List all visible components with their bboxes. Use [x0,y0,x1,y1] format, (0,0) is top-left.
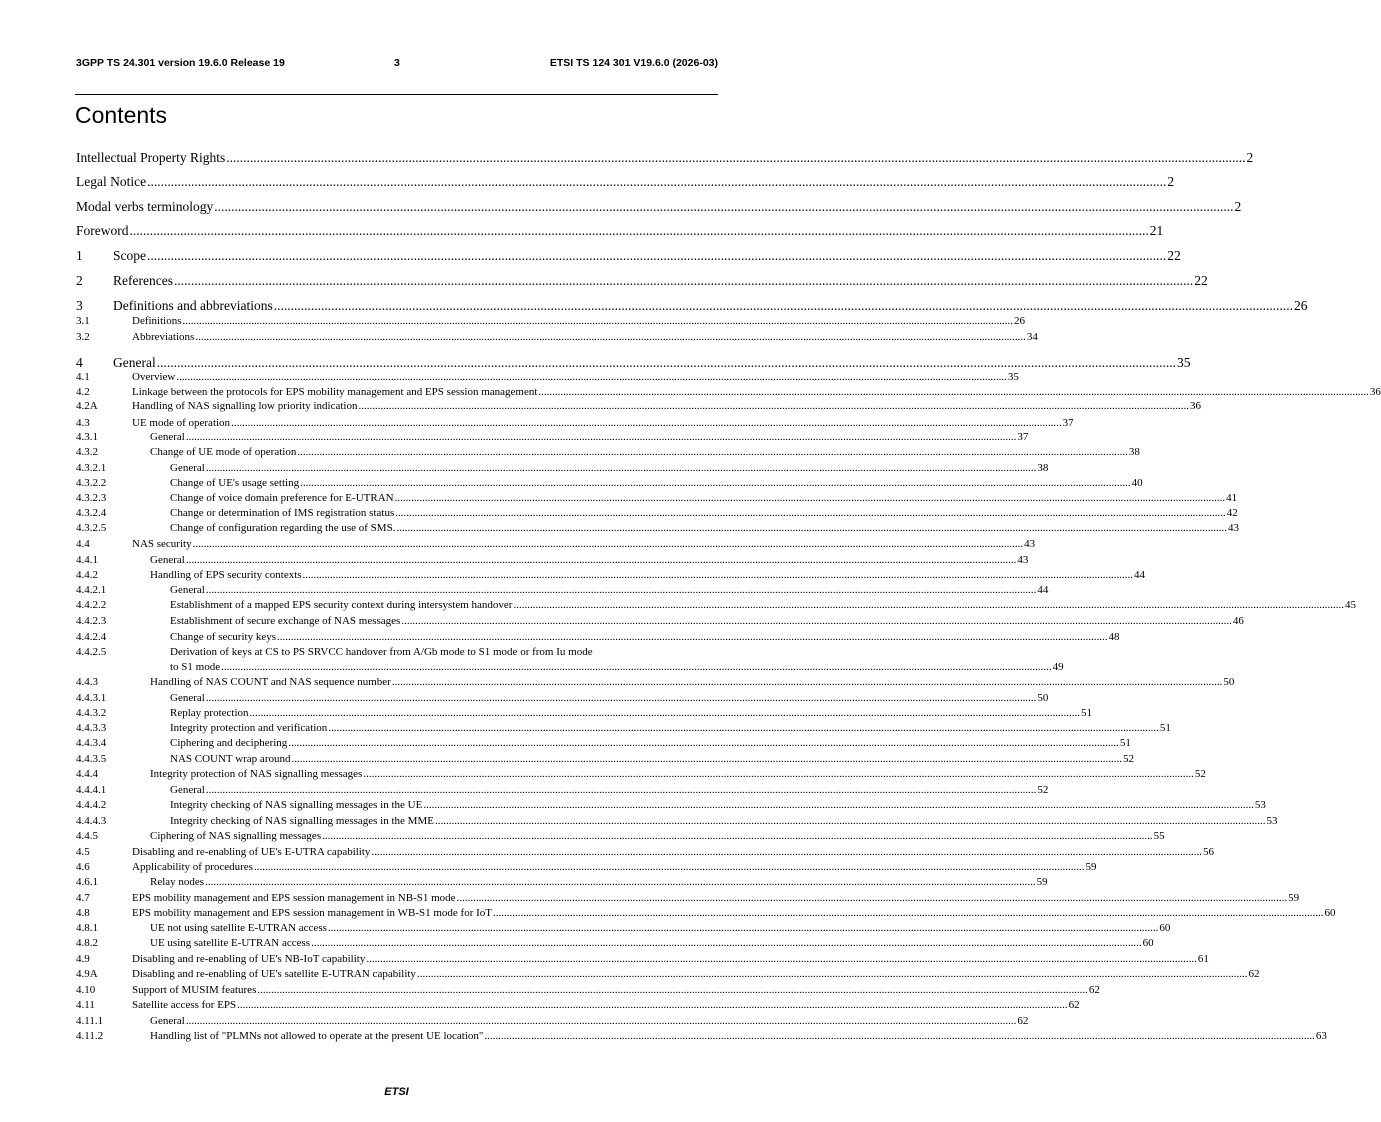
toc-entry-title: Handling of NAS signalling low priority indication [132,400,358,412]
toc-entry-page: 55 [1153,830,1165,842]
toc-entry-number: 4 [76,355,83,370]
toc-entry-page: 56 [1202,846,1214,858]
toc-leader-dots [457,892,1288,905]
toc-entry-page: 52 [1122,753,1134,765]
toc-entry[interactable] [76,400,1201,413]
toc-entry[interactable] [76,538,1036,551]
toc-entry-title: Handling of NAS COUNT and NAS sequence number [150,676,391,688]
toc-entry-number: 4.3.2 [76,446,98,458]
toc-entry-page: 50 [1037,692,1049,704]
toc-entry[interactable] [76,554,1029,567]
toc-entry-page: 51 [1081,707,1093,719]
toc-entry[interactable] [76,477,1143,490]
toc-entry-number: 4.4.3.1 [76,692,107,704]
toc-entry-title: Change of voice domain preference for E-UTRAN [170,492,394,504]
toc-entry-page: 59 [1085,861,1097,873]
toc-entry-title: Ciphering and deciphering [170,737,288,749]
toc-entry-number: 4.11.2 [76,1030,104,1042]
toc-entry-page: 41 [1226,492,1238,504]
toc-entry-page: 43 [1017,554,1029,566]
toc-leader-dots [231,417,1062,430]
toc-leader-dots [157,354,1176,371]
toc-entry-page: 59 [1036,876,1048,888]
toc-leader-dots [300,477,1131,490]
toc-entry-number: 4.6.1 [76,876,98,888]
toc-entry-page: 26 [1293,298,1308,313]
toc-entry-page: 61 [1197,953,1209,965]
toc-entry-title: Abbreviations [132,331,195,343]
toc-entry-number: 4.3 [76,417,90,429]
toc-entry[interactable] [76,953,1209,966]
toc-entry[interactable] [76,937,1154,950]
toc-leader-dots [311,937,1142,950]
toc-entry-page: 21 [1149,223,1164,238]
toc-entry-page: 2 [1167,174,1175,189]
toc-entry-title: EPS mobility management and EPS session management in WB-S1 mode for IoT [132,907,493,919]
toc-entry[interactable] [76,507,1238,520]
toc-entry-title: Establishment of secure exchange of NAS messages [170,615,401,627]
toc-entry-title: Definitions [132,315,182,327]
toc-leader-dots [493,907,1324,920]
toc-leader-dots [214,198,1233,215]
toc-entry[interactable] [76,1015,1029,1028]
toc-entry[interactable] [76,676,1235,689]
toc-entry-title: UE mode of operation [132,417,231,429]
toc-leader-dots [358,400,1189,413]
toc-leader-dots [193,538,1024,551]
toc-entry[interactable] [76,173,1175,190]
toc-entry-number: 4.4.3.2 [76,707,107,719]
toc-entry[interactable] [76,722,1171,735]
toc-entry-page: 50 [1223,676,1235,688]
toc-leader-dots [257,984,1088,997]
toc-leader-dots [195,331,1026,344]
toc-entry-number: 4.3.2.3 [76,492,107,504]
toc-entry-title: Definitions and abbreviations [113,298,273,313]
toc-leader-dots [206,584,1037,597]
toc-entry-title: General [150,1015,185,1027]
toc-entry-title: EPS mobility management and EPS session management in NB-S1 mode [132,892,456,904]
toc-entry-page: 35 [1176,355,1191,370]
toc-entry-title: Legal Notice [76,174,147,189]
toc-entry-page: 22 [1194,273,1208,288]
toc-entry-title: NAS COUNT wrap around [170,753,291,765]
toc-leader-dots [206,692,1037,705]
toc-entry-page: 43 [1227,522,1239,534]
toc-entry-page: 26 [1014,315,1025,327]
toc-entry[interactable] [76,830,1165,843]
toc-entry-page: 63 [1315,1030,1327,1042]
toc-leader-dots [392,676,1223,689]
toc-entry[interactable] [76,799,1266,812]
toc-entry-title: General [150,554,185,566]
toc-entry-page: 2 [1234,199,1242,214]
toc-entry[interactable] [76,861,1097,874]
toc-entry-title: Change or determination of IMS registration status [170,507,395,519]
toc-entry-page: 53 [1254,799,1266,811]
toc-entry[interactable] [76,522,1239,535]
toc-leader-dots [206,462,1037,475]
toc-entry-page: 44 [1134,569,1146,581]
toc-entry[interactable] [76,492,1238,505]
page-title: Contents [75,102,168,128]
toc-leader-dots [291,753,1122,766]
toc-entry-number: 4.3.2.2 [76,477,107,489]
toc-entry-number: 4.4.4.3 [76,815,107,827]
toc-entry-page: 48 [1108,631,1120,643]
toc-entry-number: 4.2 [76,386,90,398]
toc-entry[interactable] [76,984,1100,997]
toc-leader-dots [513,599,1344,612]
toc-leader-dots [417,968,1248,981]
toc-leader-dots [254,861,1085,874]
toc-entry[interactable] [76,599,1356,612]
header-etsi-reference: ETSI TS 124 301 V19.6.0 (2026-03) [549,57,718,69]
toc-entry-title: General [150,431,185,443]
toc-entry-title: Integrity protection and verification [170,722,328,734]
toc-entry-number: 4.3.2.5 [76,522,107,534]
toc-entry-page: 2 [1246,150,1254,165]
toc-entry-title: Change of UE mode of operation [150,446,297,458]
toc-entry-title: Relay nodes [150,876,205,888]
toc-entry-title: General [170,462,205,474]
toc-entry[interactable] [76,315,1025,328]
toc-entry[interactable] [76,371,1019,384]
toc-entry[interactable] [76,737,1131,750]
toc-entry-page: 60 [1142,937,1154,949]
toc-entry[interactable] [76,569,1146,582]
toc-entry-number: 4.4.3 [76,676,98,688]
toc-entry[interactable] [76,222,1164,239]
toc-entry-continuation[interactable] [76,661,1064,674]
toc-entry-number: 4.11 [76,999,95,1011]
toc-leader-dots [328,922,1159,935]
toc-entry-number: 4.4.3.4 [76,737,107,749]
toc-entry-page: 60 [1324,907,1336,919]
toc-entry-number: 4.8 [76,907,90,919]
toc-entry-number: 4.4.2.3 [76,615,107,627]
toc-leader-dots [396,522,1227,535]
toc-entry[interactable] [76,876,1048,889]
toc-entry-page: 38 [1037,462,1049,474]
toc-entry[interactable] [76,272,1208,289]
toc-entry-title: Support of MUSIM features [132,984,257,996]
toc-entry-page: 44 [1037,584,1049,596]
toc-entry[interactable] [76,907,1336,920]
toc-entry[interactable] [76,692,1049,705]
toc-leader-dots [205,876,1036,889]
toc-entry[interactable] [76,297,1308,314]
toc-entry[interactable] [76,768,1206,781]
toc-entry-title: Scope [113,248,146,263]
toc-entry-title: Disabling and re-enabling of UE's satellite E-UTRAN capability [132,968,416,980]
toc-leader-dots [221,661,1052,674]
toc-entry[interactable] [76,198,1242,215]
toc-entry-title: Foreword [76,223,129,238]
toc-leader-dots [237,999,1068,1012]
toc-entry[interactable] [76,584,1049,597]
toc-entry-number: 4.7 [76,892,90,904]
toc-leader-dots [328,722,1159,735]
toc-entry-title: UE not using satellite E-UTRAN access [150,922,327,934]
toc-entry-page: 45 [1344,599,1356,611]
toc-entry-page: 62 [1017,1015,1029,1027]
toc-entry-title: Modal verbs terminology [76,199,214,214]
toc-entry-number: 4.4.5 [76,830,98,842]
toc-leader-dots [186,554,1017,567]
toc-leader-dots [288,737,1119,750]
toc-entry-page: 43 [1024,538,1036,550]
toc-entry-number: 4.9A [76,968,98,980]
toc-leader-dots [303,569,1134,582]
toc-leader-dots [423,799,1254,812]
toc-leader-dots [186,431,1017,444]
toc-entry[interactable] [76,149,1254,166]
toc-entry-number: 4.4.2.2 [76,599,107,611]
toc-entry-page: 62 [1068,999,1080,1011]
toc-entry-title: Replay protection [170,707,249,719]
toc-entry-title: General [113,355,156,370]
toc-leader-dots [206,784,1037,797]
toc-entry-title: Satellite access for EPS [132,999,237,1011]
toc-entry-title: Establishment of a mapped EPS security context during intersystem handover [170,599,513,611]
toc-entry[interactable] [76,417,1074,430]
toc-entry-number: 4.3.2.1 [76,462,107,474]
toc-entry[interactable] [76,646,718,659]
toc-entry-number: 3.1 [76,315,90,327]
toc-entry-number: 4.4.4.2 [76,799,107,811]
toc-entry-number: 4.6 [76,861,90,873]
toc-leader-dots [277,631,1108,644]
toc-entry-page: 38 [1128,446,1140,458]
toc-leader-dots [395,492,1226,505]
toc-entry[interactable] [76,354,1191,371]
toc-entry-title: UE using satellite E-UTRAN access [150,937,311,949]
toc-entry-number: 4.4.4.1 [76,784,107,796]
toc-leader-dots [274,297,1293,314]
toc-entry[interactable] [76,815,1278,828]
toc-entry-number: 4.4.4 [76,768,98,780]
toc-leader-dots [435,815,1266,828]
toc-entry-title: Integrity checking of NAS signalling messages in the UE [170,799,423,811]
toc-entry-number: 4.9 [76,953,90,965]
toc-leader-dots [395,507,1226,520]
toc-leader-dots [366,953,1197,966]
header-page-number: 3 [394,57,400,69]
toc-entry-title: NAS security [132,538,192,550]
toc-entry-page: 37 [1017,431,1029,443]
toc-entry-page: 51 [1119,737,1131,749]
toc-entry-number: 4.3.2.4 [76,507,107,519]
toc-entry[interactable] [76,386,1381,399]
toc-entry-page: 46 [1232,615,1244,627]
toc-entry-title: Linkage between the protocols for EPS mobility management and EPS session management [132,386,538,398]
toc-entry[interactable] [76,431,1029,444]
toc-entry-page: 49 [1052,661,1064,673]
toc-entry-title: Change of security keys [170,631,276,643]
toc-entry-title: Handling of EPS security contexts [150,569,302,581]
toc-entry-number: 4.4 [76,538,90,550]
toc-entry-title: General [170,784,205,796]
toc-leader-dots [147,173,1166,190]
toc-leader-dots [130,222,1149,239]
toc-entry[interactable] [76,922,1171,935]
toc-entry-title: Derivation of keys at CS to PS SRVCC handover from A/Gb mode to S1 mode or from Iu mode [170,646,593,658]
toc-leader-dots [147,247,1166,264]
toc-entry-title: Change of configuration regarding the use of SMS. [170,522,396,534]
toc-entry-number: 3 [76,298,83,313]
toc-entry-number: 4.10 [76,984,96,996]
toc-leader-dots [226,149,1245,166]
toc-leader-dots [183,315,1014,328]
toc-entry-number: 4.4.2.5 [76,646,107,658]
toc-entry[interactable] [76,331,1038,344]
toc-entry-title: Integrity checking of NAS signalling messages in the MME [170,815,434,827]
toc-entry-title: General [170,584,205,596]
header-document-id: 3GPP TS 24.301 version 19.6.0 Release 19 [76,57,285,69]
toc-entry-number: 4.4.2.1 [76,584,107,596]
toc-entry-number: 4.2A [76,400,98,412]
toc-entry-number: 3.2 [76,331,90,343]
toc-entry[interactable] [76,631,1120,644]
toc-entry-title: Ciphering of NAS signalling messages [150,830,322,842]
toc-entry-number: 1 [76,248,83,263]
toc-entry-number: 4.11.1 [76,1015,104,1027]
toc-entry-page: 52 [1037,784,1049,796]
toc-entry[interactable] [76,999,1080,1012]
toc-entry[interactable] [76,446,1140,459]
toc-entry-number: 4.4.3.3 [76,722,107,734]
toc-entry[interactable] [76,615,1244,628]
toc-entry[interactable] [76,707,1093,720]
toc-entry-number: 4.3.1 [76,431,98,443]
toc-entry-number: 4.1 [76,371,90,383]
toc-leader-dots [250,707,1081,720]
toc-entry-number: 4.4.3.5 [76,753,107,765]
toc-entry[interactable] [76,968,1260,981]
toc-leader-dots [538,386,1369,399]
toc-leader-dots [484,1030,1315,1043]
toc-entry[interactable] [76,892,1300,905]
toc-entry-title: Applicability of procedures [132,861,253,873]
toc-entry-title: Disabling and re-enabling of UE's E-UTRA capability [132,846,371,858]
toc-leader-dots [401,615,1232,628]
toc-entry-number: 4.4.2 [76,569,98,581]
toc-entry-title: General [170,692,205,704]
toc-entry-number: 4.4.1 [76,554,98,566]
toc-entry-page: 59 [1288,892,1300,904]
toc-entry-title: References [113,273,173,288]
toc-leader-dots [297,446,1128,459]
toc-entry-title: Change of UE's usage setting [170,477,300,489]
toc-entry-title: Handling list of "PLMNs not allowed to operate at the present UE location" [150,1030,484,1042]
toc-entry-page: 36 [1369,386,1381,398]
toc-entry[interactable] [76,784,1049,797]
toc-entry-page: 37 [1062,417,1074,429]
toc-entry-number: 4.5 [76,846,90,858]
toc-leader-dots [176,371,1007,384]
toc-leader-dots [363,768,1194,781]
toc-entry-title-continued: to S1 mode [170,661,221,673]
toc-entry[interactable] [76,462,1049,475]
toc-entry-page: 36 [1189,400,1201,412]
toc-entry-title: Integrity protection of NAS signalling messages [150,768,363,780]
toc-entry-page: 60 [1159,922,1171,934]
toc-entry-page: 53 [1266,815,1278,827]
toc-leader-dots [174,272,1193,289]
toc-entry-title: Disabling and re-enabling of UE's NB-IoT capability [132,953,366,965]
toc-entry-title: Intellectual Property Rights [76,150,226,165]
toc-entry[interactable] [76,753,1134,766]
toc-entry-number: 4.8.1 [76,922,98,934]
toc-leader-dots [371,846,1202,859]
toc-entry-page: 42 [1226,507,1238,519]
toc-leader-dots [322,830,1153,843]
toc-entry-number: 2 [76,273,83,288]
toc-entry-page: 34 [1026,331,1038,343]
toc-entry-page: 22 [1167,248,1181,263]
toc-entry-page: 52 [1194,768,1206,780]
toc-entry[interactable] [76,846,1214,859]
toc-entry-number: 4.4.2.4 [76,631,107,643]
page-footer: ETSI [384,1086,409,1098]
toc-entry[interactable] [76,247,1181,264]
table-of-contents [76,0,1381,1122]
toc-entry-page: 40 [1131,477,1143,489]
toc-entry-title: Overview [132,371,176,383]
toc-entry-number: 4.8.2 [76,937,98,949]
toc-entry-page: 35 [1007,371,1019,383]
toc-entry[interactable] [76,1030,1327,1043]
toc-leader-dots [186,1015,1017,1028]
toc-entry-page: 51 [1159,722,1171,734]
toc-entry-page: 62 [1248,968,1260,980]
toc-entry-page: 62 [1088,984,1100,996]
